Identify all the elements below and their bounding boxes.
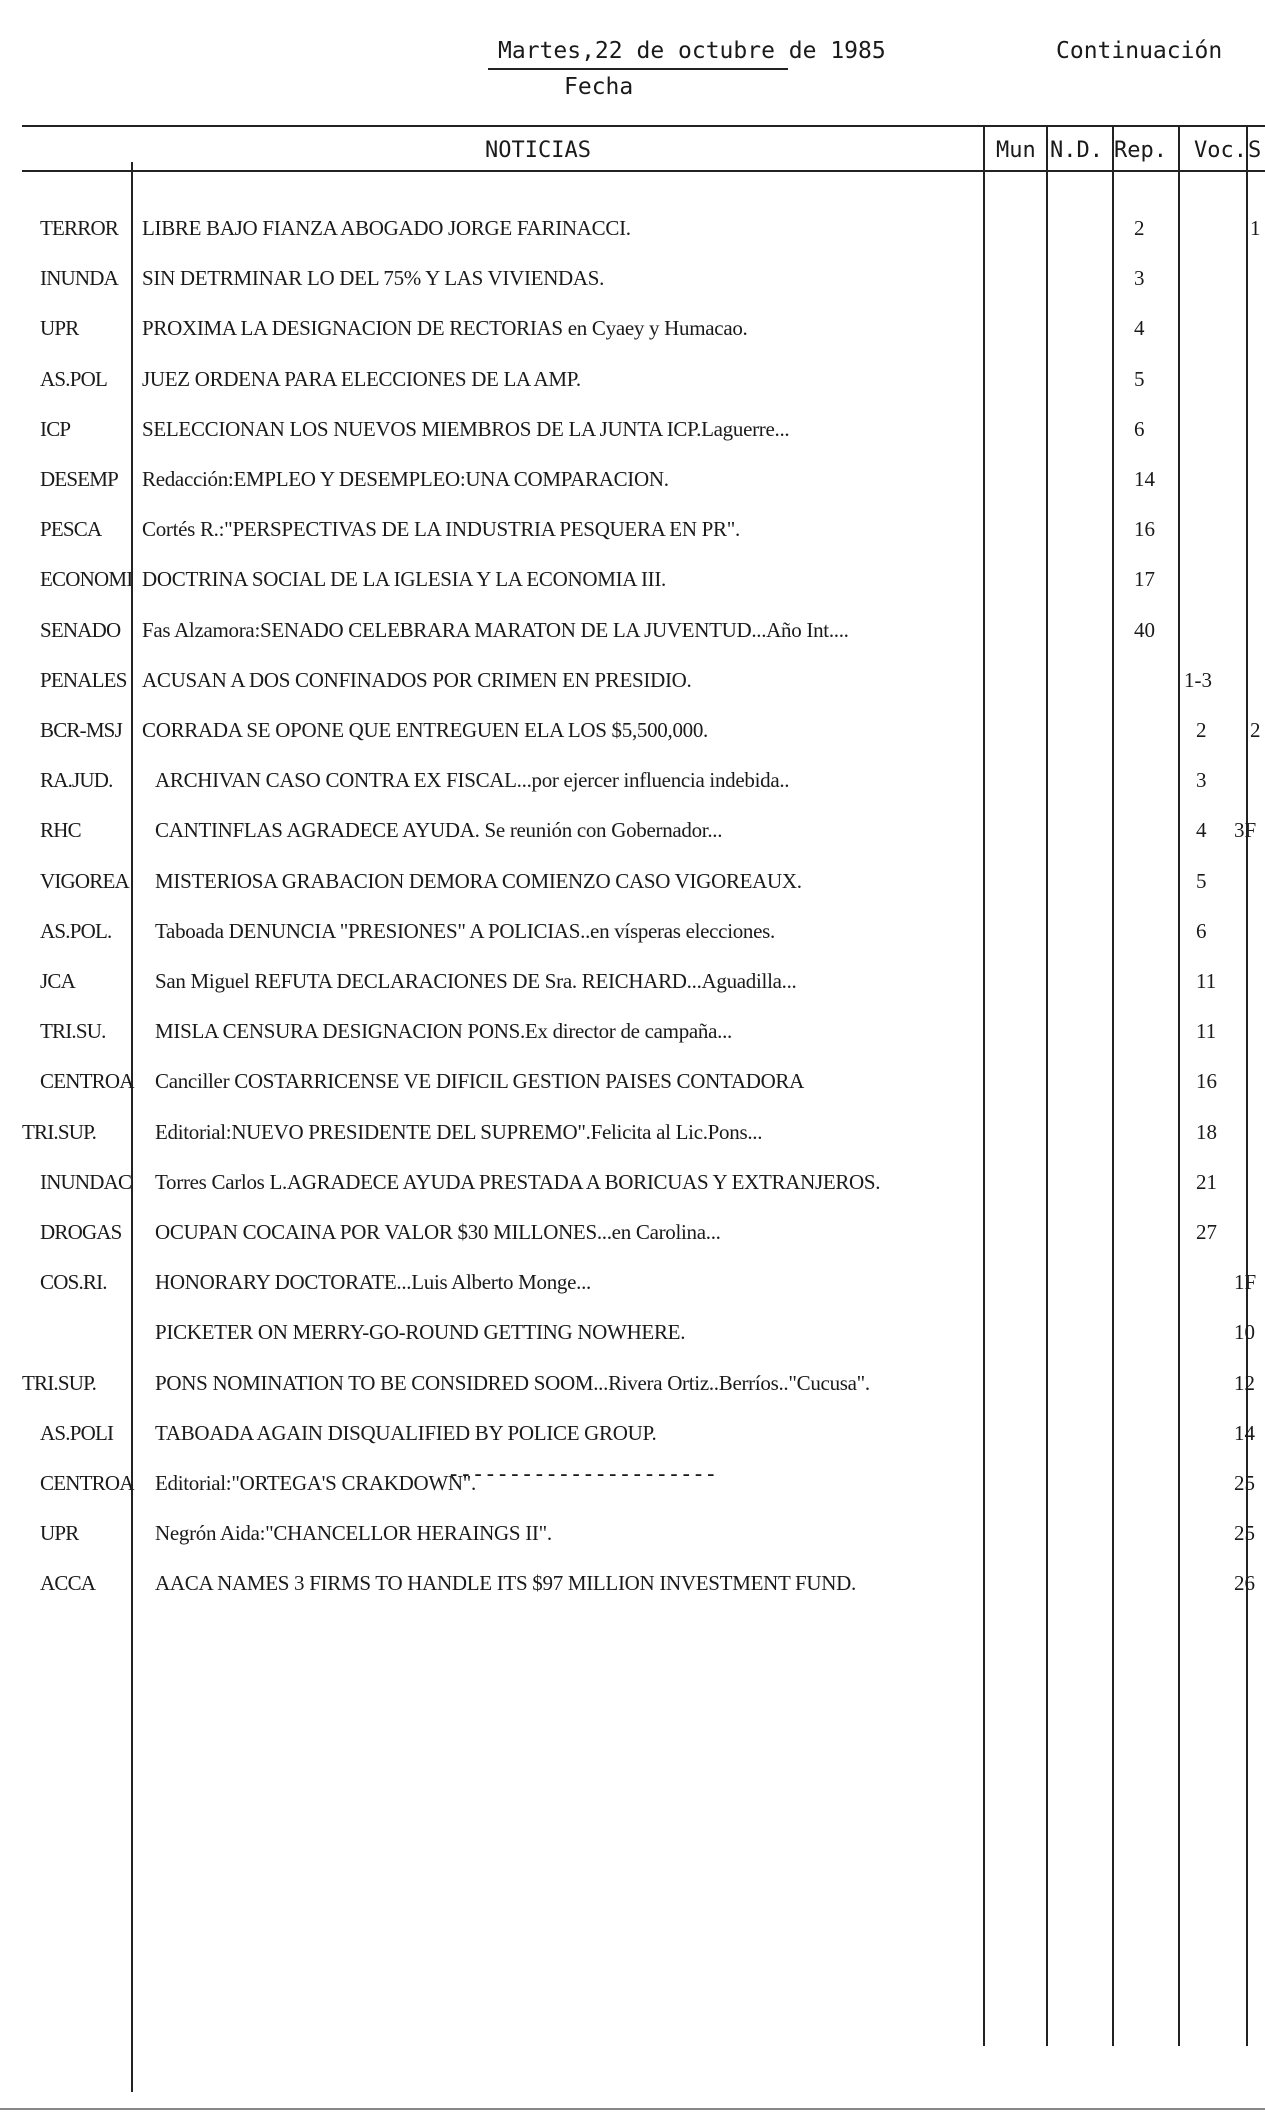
row-voc-value: 1-3 [1184,668,1212,692]
row-rep-value: 4 [1134,316,1145,340]
mun-column-left-line [983,126,985,2046]
row-s-value: 1F [1234,1270,1257,1294]
row-rep-value: 17 [1134,567,1155,591]
row-headline: HONORARY DOCTORATE...Luis Alberto Monge... [155,1270,591,1294]
row-tag: RHC [40,818,81,842]
row-s-value: 10 [1234,1320,1255,1344]
row-tag: ICP [40,417,71,441]
row-tag: VIGOREA [40,869,129,893]
row-tag: DESEMP [40,467,119,491]
row-headline: LIBRE BAJO FIANZA ABOGADO JORGE FARINACCI. [142,216,631,240]
row-tag: TERROR [40,216,119,240]
row-tag: RA.JUD. [40,768,113,792]
row-s-value: 14 [1234,1421,1255,1445]
row-headline: TABOADA AGAIN DISQUALIFIED BY POLICE GROUP. [155,1421,657,1445]
row-headline: Redacción:EMPLEO Y DESEMPLEO:UNA COMPARACION. [142,467,669,491]
row-headline: CORRADA SE OPONE QUE ENTREGUEN ELA LOS $5,500,000. [142,718,709,742]
column-heading-voc: Voc. [1194,138,1247,163]
row-tag: JCA [40,969,75,993]
row-headline: ACUSAN A DOS CONFINADOS POR CRIMEN EN PRESIDIO. [142,668,692,692]
row-voc-value: 5 [1196,869,1207,893]
column-heading-mun: Mun [996,138,1036,163]
row-voc-value: 16 [1196,1069,1217,1093]
row-headline: CANTINFLAS AGRADECE AYUDA. Se reunión con Gobernador... [155,818,723,842]
page-bottom-rule [0,2108,1265,2110]
row-headline: OCUPAN COCAINA POR VALOR $30 MILLONES...en Carolina... [155,1220,721,1244]
row-tag: PENALES [40,668,127,692]
row-rep-value: 3 [1134,266,1145,290]
row-s-value: 25 [1234,1521,1255,1545]
row-tag: UPR [40,1521,79,1545]
row-tag: DROGAS [40,1220,122,1244]
row-tag: AS.POL. [40,919,112,943]
footer-dashed-rule: ---------------------- [447,1462,717,1487]
row-headline: DOCTRINA SOCIAL DE LA IGLESIA Y LA ECONOMIA III. [142,567,666,591]
row-headline: PICKETER ON MERRY-GO-ROUND GETTING NOWHERE. [155,1320,686,1344]
row-voc-value: 3 [1196,768,1207,792]
row-voc-value: 6 [1196,919,1207,943]
row-tag: ACCA [40,1571,96,1595]
header-date: Martes,22 de octubre de 1985 [498,38,886,64]
row-headline: Editorial:"ORTEGA'S CRAKDOWN". [155,1471,476,1495]
row-s-value: 26 [1234,1571,1255,1595]
row-tag: TRI.SUP. [22,1371,97,1395]
header-date-label: Fecha [564,74,634,100]
s-column-left-line [1246,126,1248,2046]
row-tag: CENTROA [40,1471,134,1495]
row-rep-value: 40 [1134,618,1155,642]
row-headline: Cortés R.:"PERSPECTIVAS DE LA INDUSTRIA PESQUERA EN PR". [142,517,740,541]
row-rep-value: 6 [1134,417,1145,441]
row-s-value: 25 [1234,1471,1255,1495]
rep-column-left-line [1112,126,1114,2046]
row-headline: Canciller COSTARRICENSE VE DIFICIL GESTION PAISES CONTADORA [155,1069,805,1093]
row-headline: MISLA CENSURA DESIGNACION PONS.Ex director de campaña... [155,1019,732,1043]
row-tag: SENADO [40,618,121,642]
row-tag: COS.RI. [40,1270,107,1294]
column-heading-s: S [1248,138,1262,163]
row-s-value: 3F [1234,818,1257,842]
tag-column-divider [131,162,133,2092]
nd-column-left-line [1046,126,1048,2046]
top-rule [22,125,1265,127]
row-tag: ECONOMI [40,567,133,591]
row-tag: TRI.SUP. [22,1120,97,1144]
row-headline: PONS NOMINATION TO BE CONSIDRED SOOM...Rivera Ortiz..Berríos.."Cucusa". [155,1371,870,1395]
header-bottom-rule [22,170,1265,172]
row-tag: INUNDAC [40,1170,132,1194]
column-heading-rep: Rep. [1114,138,1167,163]
row-voc-value: 2 [1196,718,1207,742]
row-headline: PROXIMA LA DESIGNACION DE RECTORIAS en Cyaey y Humacao. [142,316,748,340]
row-headline: Torres Carlos L.AGRADECE AYUDA PRESTADA A BORICUAS Y EXTRANJEROS. [155,1170,881,1194]
row-tag: AS.POL [40,367,107,391]
row-rep-value: 14 [1134,467,1155,491]
row-headline: ARCHIVAN CASO CONTRA EX FISCAL...por ejercer influencia indebida.. [155,768,790,792]
column-heading-news: NOTICIAS [485,138,591,163]
row-voc-value: 4 [1196,818,1207,842]
row-rep-value: 5 [1134,367,1145,391]
row-s-value: 12 [1234,1371,1255,1395]
row-voc-value: 11 [1196,969,1217,993]
row-tag: TRI.SU. [40,1019,106,1043]
row-headline: San Miguel REFUTA DECLARACIONES DE Sra. REICHARD...Aguadilla... [155,969,797,993]
row-tag: PESCA [40,517,102,541]
row-rep-value: 16 [1134,517,1155,541]
header-date-underline [488,68,788,70]
row-headline: Negrón Aida:"CHANCELLOR HERAINGS II". [155,1521,552,1545]
row-tag: BCR-MSJ [40,718,122,742]
row-voc-value: 11 [1196,1019,1217,1043]
row-voc-value: 27 [1196,1220,1217,1244]
row-tag: AS.POLI [40,1421,114,1445]
header-continuation: Continuación [1056,38,1223,64]
row-voc-value: 21 [1196,1170,1217,1194]
row-headline: MISTERIOSA GRABACION DEMORA COMIENZO CASO VIGOREAUX. [155,869,802,893]
row-headline: SIN DETRMINAR LO DEL 75% Y LAS VIVIENDAS. [142,266,605,290]
row-s-value: 1 [1250,216,1261,240]
row-headline: Fas Alzamora:SENADO CELEBRARA MARATON DE LA JUVENTUD...Año Int.... [142,618,849,642]
row-headline: Taboada DENUNCIA "PRESIONES" A POLICIAS..en vísperas elecciones. [155,919,775,943]
row-headline: JUEZ ORDENA PARA ELECCIONES DE LA AMP. [142,367,581,391]
row-tag: CENTROA [40,1069,134,1093]
row-s-value: 2 [1250,718,1261,742]
voc-column-left-line [1178,126,1180,2046]
row-headline: SELECCIONAN LOS NUEVOS MIEMBROS DE LA JUNTA ICP.Laguerre... [142,417,790,441]
row-voc-value: 18 [1196,1120,1217,1144]
row-tag: INUNDA [40,266,119,290]
row-headline: Editorial:NUEVO PRESIDENTE DEL SUPREMO".Felicita al Lic.Pons... [155,1120,763,1144]
row-rep-value: 2 [1134,216,1145,240]
row-headline: AACA NAMES 3 FIRMS TO HANDLE ITS $97 MILLION INVESTMENT FUND. [155,1571,856,1595]
row-tag: UPR [40,316,79,340]
column-heading-nd: N.D. [1050,138,1103,163]
